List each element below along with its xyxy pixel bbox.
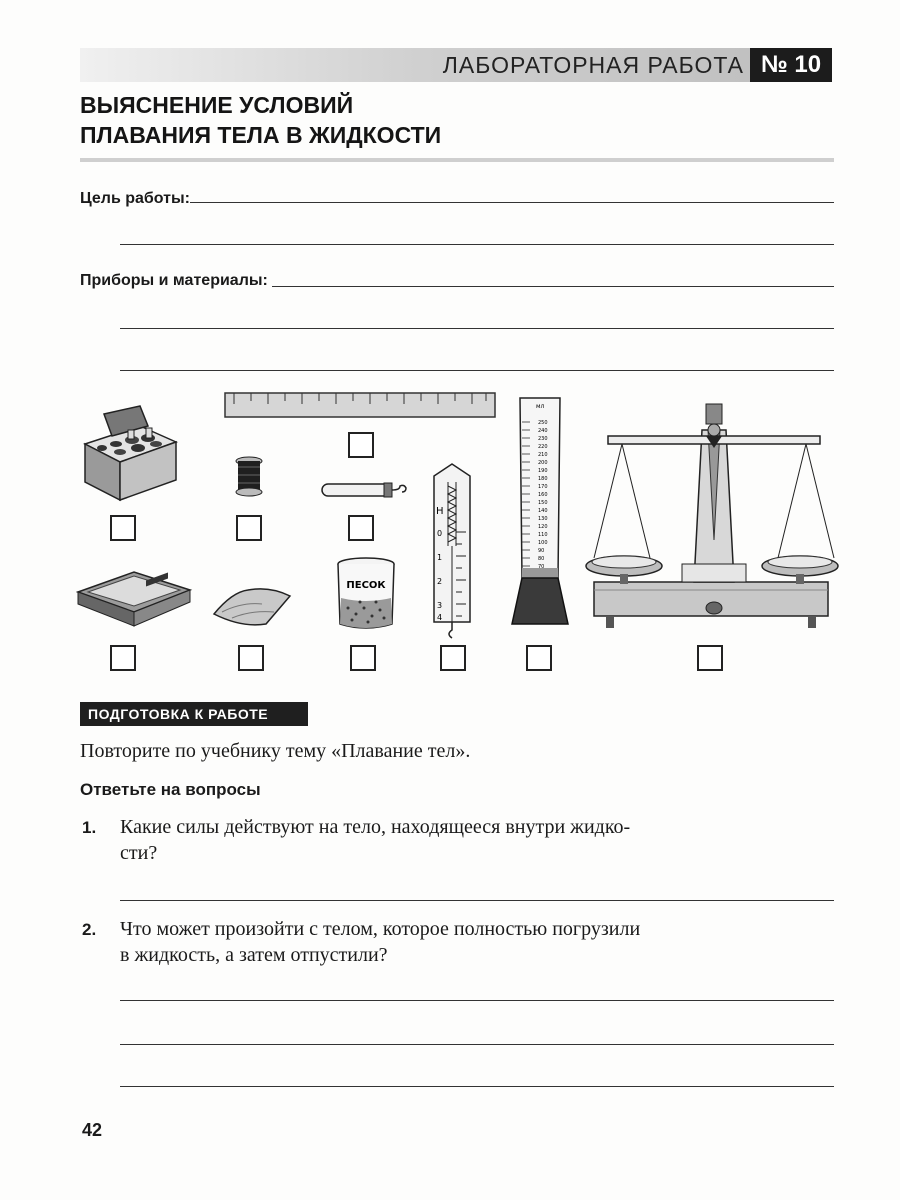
thread-spool-illustration: [232, 455, 266, 499]
cylinder-tick-label: 200: [538, 460, 548, 466]
equipment-line-3[interactable]: [120, 370, 834, 371]
goal-line-1[interactable]: [190, 202, 834, 203]
cylinder-tick-label: 120: [538, 524, 548, 530]
preparation-section-title: ПОДГОТОВКА К РАБОТЕ: [80, 702, 308, 726]
checkbox-graduated-cylinder[interactable]: [526, 645, 552, 671]
question-1-number: 1.: [82, 818, 97, 837]
cylinder-tick-label: 170: [538, 484, 548, 490]
sand-beaker-illustration: [334, 556, 398, 632]
dyn-tick-4: 4: [437, 613, 443, 622]
dyn-tick-2: 2: [437, 577, 443, 586]
answer-2-line-1[interactable]: [120, 1000, 834, 1001]
cylinder-tick-label: 210: [538, 452, 548, 458]
cylinder-tick-label: 110: [538, 532, 548, 538]
graduated-cylinder-illustration: [508, 392, 572, 630]
question-1-text: [120, 814, 630, 866]
checkbox-thread-spool[interactable]: [236, 515, 262, 541]
page-number: 42: [82, 1120, 103, 1140]
dyn-tick-3: 3: [437, 601, 443, 610]
lab-label: ЛАБОРАТОРНАЯ РАБОТА: [442, 52, 744, 78]
cloth-illustration: [212, 584, 294, 628]
cylinder-tick-label: 140: [538, 508, 548, 514]
checkbox-balance-scale[interactable]: [697, 645, 723, 671]
cylinder-tick-label: 160: [538, 492, 548, 498]
checkbox-sand-beaker[interactable]: [350, 645, 376, 671]
dyn-tick-0: 0: [437, 529, 443, 538]
question-2-text: [120, 916, 640, 968]
cylinder-tick-label: 150: [538, 500, 548, 506]
checkbox-test-tube[interactable]: [348, 515, 374, 541]
cylinder-tick-label: 70: [538, 564, 545, 570]
answer-heading: Ответьте на вопросы: [80, 780, 261, 799]
question-1-line-2: сти?: [120, 842, 158, 864]
balance-scale-illustration: [584, 400, 840, 634]
dynamometer-illustration: [430, 462, 474, 640]
title-divider: [80, 158, 834, 162]
checkbox-cloth[interactable]: [238, 645, 264, 671]
cylinder-tick-label: 240: [538, 428, 548, 434]
cylinder-tick-label: 190: [538, 468, 548, 474]
cylinder-tick-label: 250: [538, 420, 548, 426]
weights-set-illustration: [80, 404, 180, 504]
goal-label: Цель работы:: [80, 190, 190, 207]
test-tube-illustration: [318, 480, 414, 502]
cylinder-tick-label: 180: [538, 476, 548, 482]
checkbox-dynamometer[interactable]: [440, 645, 466, 671]
question-1-line-1: Какие силы действуют на тело, находящееся внутри жидко-: [120, 816, 631, 838]
answer-1-line-1[interactable]: [120, 900, 834, 901]
question-2-number: 2.: [82, 920, 97, 939]
goal-line-2[interactable]: [120, 244, 834, 245]
answer-2-line-3[interactable]: [120, 1086, 834, 1087]
ruler-illustration: [224, 392, 496, 418]
cylinder-tick-label: 130: [538, 516, 548, 522]
cylinder-tick-label: 230: [538, 436, 548, 442]
title-line-2: ПЛАВАНИЯ ТЕЛА В ЖИДКОСТИ: [80, 122, 442, 148]
title-line-1: ВЫЯСНЕНИЕ УСЛОВИЙ: [80, 92, 354, 118]
cylinder-unit: мл: [536, 403, 545, 410]
page-title: [80, 90, 441, 150]
answer-2-line-2[interactable]: [120, 1044, 834, 1045]
equipment-line-2[interactable]: [120, 328, 834, 329]
digital-scale-illustration: [76, 570, 194, 630]
checkbox-digital-scale[interactable]: [110, 645, 136, 671]
checkbox-weights-set[interactable]: [110, 515, 136, 541]
cylinder-tick-label: 220: [538, 444, 548, 450]
equipment-label: Приборы и материалы:: [80, 272, 268, 289]
sand-label: ПЕСОК: [346, 580, 386, 591]
repeat-instruction: Повторите по учебнику тему «Плавание тел».: [80, 740, 471, 762]
dyn-tick-1: 1: [437, 553, 443, 562]
equipment-line-1[interactable]: [272, 286, 834, 287]
question-2-line-2: в жидкость, а затем отпустили?: [120, 944, 388, 966]
cylinder-tick-label: 90: [538, 548, 545, 554]
cylinder-tick-label: 100: [538, 540, 548, 546]
header-band: [80, 48, 832, 82]
checkbox-ruler[interactable]: [348, 432, 374, 458]
cylinder-tick-label: 80: [538, 556, 545, 562]
question-2-line-1: Что может произойти с телом, которое полностью погрузили: [120, 918, 641, 940]
dynamometer-unit: Н: [436, 506, 444, 517]
lab-number-badge: № 10: [750, 48, 832, 82]
